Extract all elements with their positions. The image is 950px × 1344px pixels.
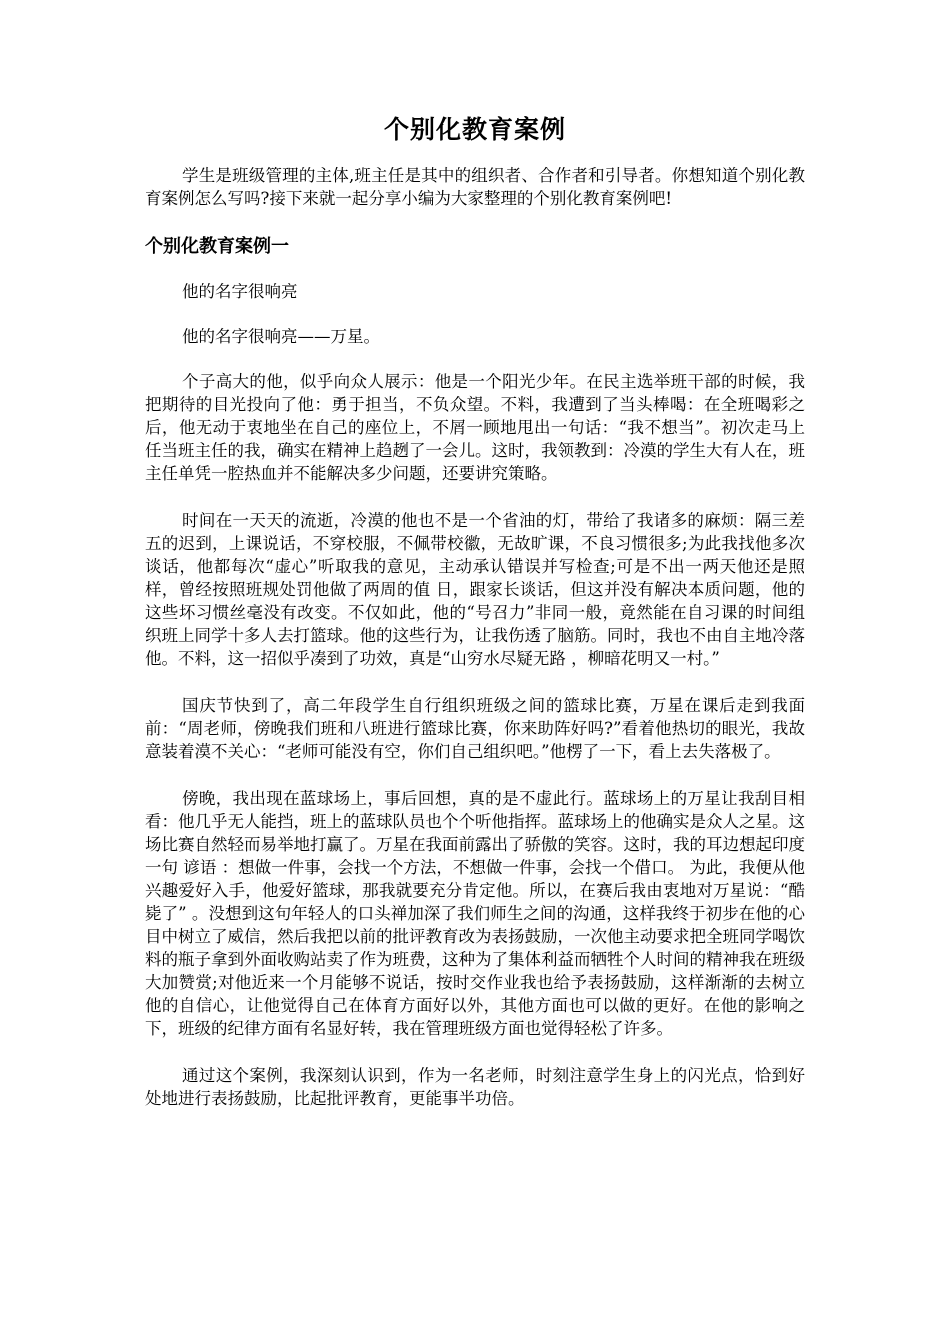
paragraph-basketball-game: 傍晚，我出现在蓝球场上，事后回想，真的是不虚此行。蓝球场上的万星让我刮目相看：他几乎无人能挡，班上的蓝球队员也个个听他指挥。蓝球场上的他确实是众人之星。这场比赛自然轻而易举地打赢了。万星在我面前露出了骄傲的笑容。这时，我的耳边想起印度一句 谚语 ：想做一件事，会找一个方法，不想做一件事，会找一个借口。 为此，我便从他兴趣爱好入手，他爱好篮球，那我就要充分肯定他。所以，在赛后我由衷地对万星说：“酷毙了” 。没想到这句年轻人的口头禅加深了我们师生之间的沟通，这样我终于初步在他的心目中树立了威信，然后我把以前的批评教育改为表扬鼓励，一次他主动要求把全班同学喝饮料的瓶子拿到外面收购站卖了作为班费，这种为了集体利益而牺牲个人时间的精神我在班级大加赞赏;对他近来一个月能够不说话，按时交作业我也给予表扬鼓励，这样渐渐的去树立他的自信心，让他觉得自己在体育方面好以外，其他方面也可以做的更好。在他的影响之下，班级的纪律方面有名显好转，我在管理班级方面也觉得轻松了许多。 — [145, 789, 805, 1038]
paragraph-election: 个子高大的他，似乎向众人展示：他是一个阳光少年。在民主选举班干部的时候，我把期待的目光投向了他：勇于担当，不负众望。不料，我遭到了当头棒喝：在全班喝彩之后，他无动于衷地坐在自己的座位上，不屑一顾地甩出一句话：“我不想当”。初次走马上任当班主任的我，确实在精神上趋趔了一会儿。这时，我领教到：冷漠的学生大有人在，班主任单凭一腔热血并不能解决多少问题，还要讲究策略。 — [145, 372, 805, 483]
paragraph-subtitle: 他的名字很响亮 — [182, 282, 298, 301]
paragraph-name-intro: 他的名字很响亮——万星。 — [182, 327, 380, 346]
paragraph-conclusion: 通过这个案例，我深刻认识到，作为一名老师，时刻注意学生身上的闪光点，恰到好处地进行表扬鼓励，比起批评教育，更能事半功倍。 — [145, 1066, 805, 1108]
document-title: 个别化教育案例 — [383, 115, 566, 144]
document-page — [145, 112, 805, 1134]
intro-paragraph: 学生是班级管理的主体,班主任是其中的组织者、合作者和引导者。你想知道个别化教育案例怎么写吗?接下来就一起分享小编为大家整理的个别化教育案例吧! — [145, 166, 805, 208]
section-heading: 个别化教育案例一 — [145, 236, 289, 257]
paragraph-basketball-invite: 国庆节快到了，高二年段学生自行组织班级之间的篮球比赛，万星在课后走到我面前：“周老师，傍晚我们班和八班进行篮球比赛，你来助阵好吗?”看着他热切的眼光，我故意装着漠不关心：“老师可能没有空，你们自己组织吧。”他楞了一下，看上去失落极了。 — [145, 696, 805, 761]
paragraph-troubles: 时间在一天天的流逝，冷漠的他也不是一个省油的灯，带给了我诸多的麻烦：隔三差五的迟到，上课说话，不穿校服，不佩带校徽，无故旷课，不良习惯很多;为此我找他多次谈话，他都每次“虚心”听取我的意见，主动承认错误并写检查;可是不出一两天他还是照样，曾经按照班规处罚他做了两周的值 日，跟家长谈话，但这并没有解决本质问题，他的这些坏习惯丝毫没有改变。不仅如此，他的“号召力”非同一般，竟然能在自习课的时间组织班上同学十多人去打篮球。他的这些行为，让我伤透了脑筋。同时，我也不由自主地冷落他。不料，这一招似乎凑到了功效，真是“山穷水尽疑无路 ，柳暗花明又一村。” — [145, 511, 805, 668]
